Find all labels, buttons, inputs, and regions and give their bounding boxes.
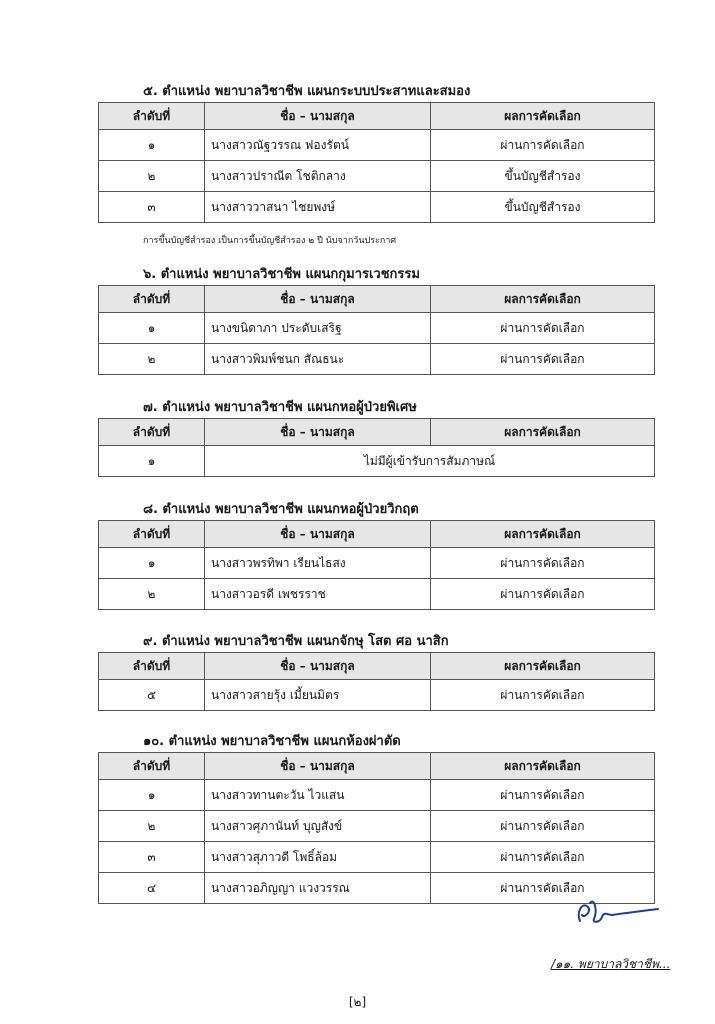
table-header-row [99,286,655,313]
row-no: ๒ [99,579,205,610]
row-result: ผ่านการคัดเลือก [431,313,655,344]
row-no: ๓ [99,192,205,223]
section-10-table [98,752,655,904]
next-page-reference: /๑๑. พยาบาลวิชาชีพ... [551,957,671,971]
row-name: นางสาวอภิญญา แวงวรรณ [205,873,431,904]
row-result: ผ่านการคัดเลือก [431,780,655,811]
header-no: ลำดับที่ [99,286,205,313]
row-name: นางขนิดาภา ประดับเสริฐ [205,313,431,344]
row-result: ผ่านการคัดเลือก [431,579,655,610]
table-row [99,579,655,610]
row-name: นางสาวสายรุ้ง เมี้ยนมิตร [205,680,431,711]
row-result: ผ่านการคัดเลือก [431,344,655,375]
header-no: ลำดับที่ [99,521,205,548]
section-8-title: ๘. ตำแหน่ง พยาบาลวิชาชีพ แผนกหอผู้ป่วยวิกฤต [143,502,419,517]
row-no: ๒ [99,344,205,375]
section-5-title: ๕. ตำแหน่ง พยาบาลวิชาชีพ แผนกระบบประสาทและสมอง [143,84,471,99]
row-no: ๑ [99,446,205,477]
row-name: นางสาววาสนา ไชยพงษ์ [205,192,431,223]
row-name: นางสาวณัฐวรรณ ฟองรัตน์ [205,130,431,161]
header-name: ชื่อ – นามสกุล [205,103,431,130]
row-no: ๒ [99,161,205,192]
row-result: ผ่านการคัดเลือก [431,873,655,904]
row-no: ๕ [99,680,205,711]
table-row [99,548,655,579]
signature-mark [572,893,662,929]
row-name: นางสาวพรทิพา เรียนไธสง [205,548,431,579]
table-row [99,313,655,344]
header-result: ผลการคัดเลือก [431,653,655,680]
row-no: ๑ [99,780,205,811]
row-no: ๑ [99,130,205,161]
table-row [99,161,655,192]
row-result: ผ่านการคัดเลือก [431,130,655,161]
section-6-table [98,285,655,375]
row-no: ๑ [99,548,205,579]
table-row [99,344,655,375]
row-result: ผ่านการคัดเลือก [431,548,655,579]
section-10-title: ๑๐. ตำแหน่ง พยาบาลวิชาชีพ แผนกห้องผ่าตัด [143,734,401,749]
row-result: ขึ้นบัญชีสำรอง [431,192,655,223]
table-header-row [99,419,655,446]
row-no: ๒ [99,811,205,842]
section-9-title: ๙. ตำแหน่ง พยาบาลวิชาชีพ แผนกจักษุ โสต ศอ นาสิก [143,634,449,649]
header-result: ผลการคัดเลือก [431,286,655,313]
table-row [99,780,655,811]
section-8-table [98,520,655,610]
table-row [99,192,655,223]
row-result: ผ่านการคัดเลือก [431,811,655,842]
row-no: ๑ [99,313,205,344]
row-no: ๔ [99,873,205,904]
header-no: ลำดับที่ [99,103,205,130]
header-name: ชื่อ – นามสกุล [205,753,431,780]
table-header-row [99,653,655,680]
header-result: ผลการคัดเลือก [431,419,655,446]
table-header-row [99,521,655,548]
table-header-row [99,103,655,130]
row-name: นางสาวปราณีต โชติกลาง [205,161,431,192]
row-name: นางสาวอรดี เพชรราช [205,579,431,610]
header-result: ผลการคัดเลือก [431,521,655,548]
header-no: ลำดับที่ [99,753,205,780]
table-header-row [99,753,655,780]
row-result: ผ่านการคัดเลือก [431,842,655,873]
header-name: ชื่อ – นามสกุล [205,286,431,313]
row-result: ขึ้นบัญชีสำรอง [431,161,655,192]
section-5-table [98,102,655,223]
table-row [99,680,655,711]
row-no: ๓ [99,842,205,873]
section-7-title: ๗. ตำแหน่ง พยาบาลวิชาชีพ แผนกหอผู้ป่วยพิเศษ [143,400,417,415]
header-no: ลำดับที่ [99,419,205,446]
row-result: ผ่านการคัดเลือก [431,680,655,711]
row-name: นางสาวศุภานันท์ บุญสังข์ [205,811,431,842]
row-name: นางสาวพิมพ์ชนก สัณธนะ [205,344,431,375]
table-row [99,842,655,873]
header-name: ชื่อ – นามสกุล [205,419,431,446]
row-name: นางสาวสุภาวดี โพธิ์ล้อม [205,842,431,873]
header-no: ลำดับที่ [99,653,205,680]
section-7-table [98,418,655,477]
page-number: [๒] [348,995,367,1009]
header-name: ชื่อ – นามสกุล [205,521,431,548]
section-9-table [98,652,655,711]
row-name: นางสาวทานตะวัน ไวแสน [205,780,431,811]
header-name: ชื่อ – นามสกุล [205,653,431,680]
no-applicants-text: ไม่มีผู้เข้ารับการสัมภาษณ์ [205,446,655,477]
section-6-title: ๖. ตำแหน่ง พยาบาลวิชาชีพ แผนกกุมารเวชกรรม [143,267,420,282]
header-result: ผลการคัดเลือก [431,103,655,130]
reserve-list-note: การขึ้นบัญชีสำรอง เป็นการขึ้นบัญชีสำรอง ๒ ปี นับจากวันประกาศ [143,236,397,246]
header-result: ผลการคัดเลือก [431,753,655,780]
table-row [99,130,655,161]
table-row [99,811,655,842]
table-row [99,446,655,477]
